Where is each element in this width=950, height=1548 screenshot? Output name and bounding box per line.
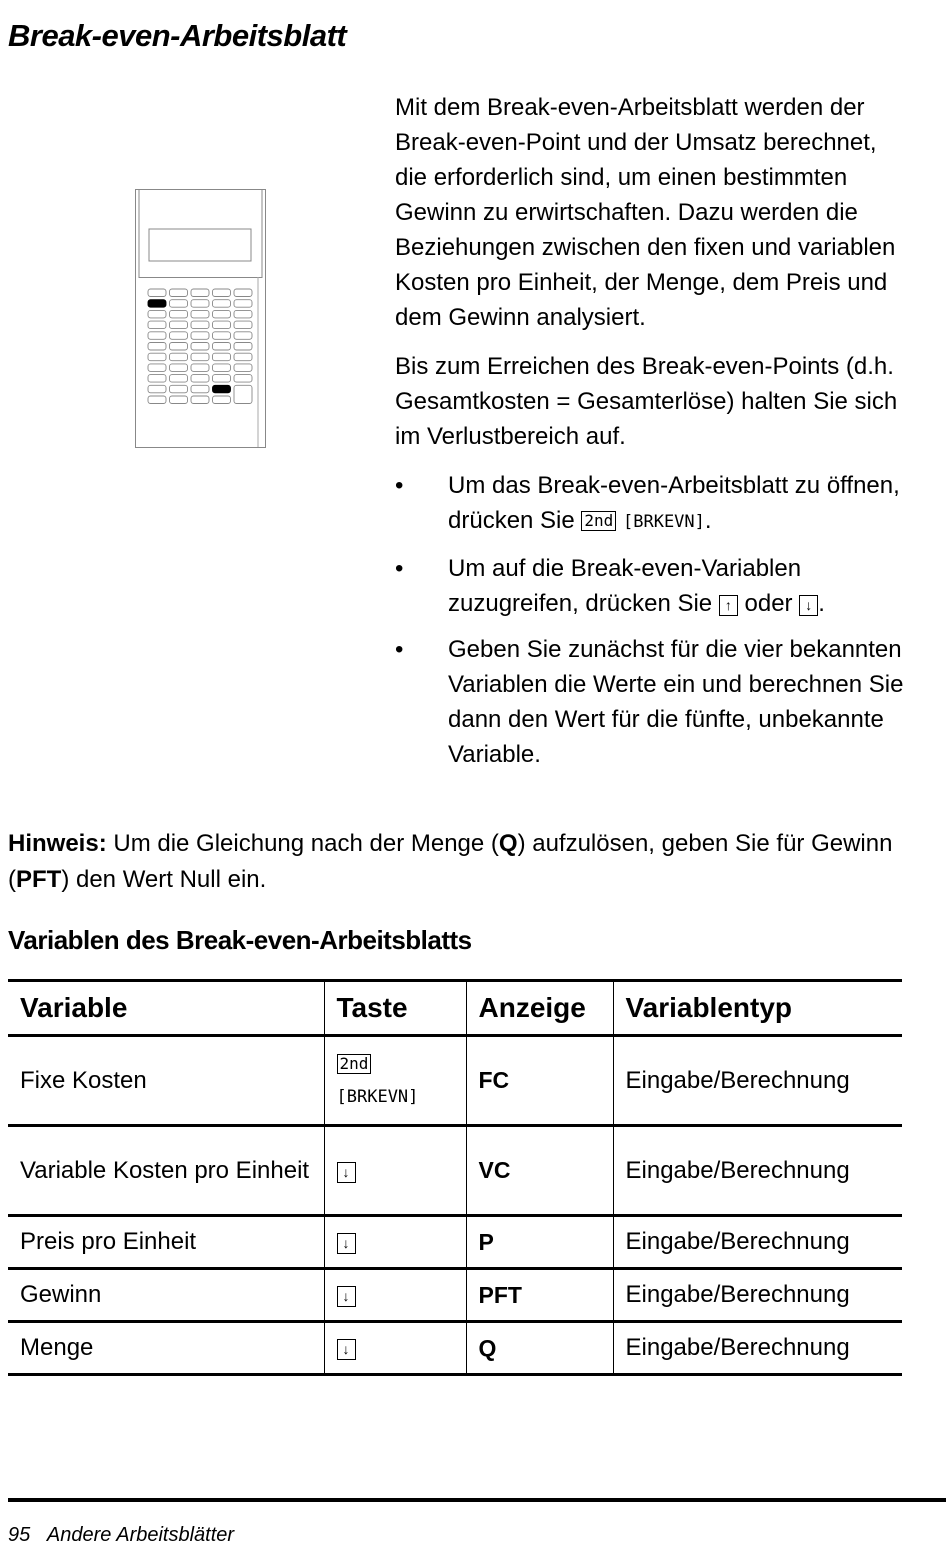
calculator-key-shape (234, 343, 252, 351)
calculator-key-shape (148, 375, 166, 383)
key-brkevn: [ BRKEVN ] (337, 1081, 419, 1113)
calculator-key-shape (170, 300, 188, 308)
calculator-key-shape (148, 364, 166, 372)
calculator-key-shape (170, 310, 188, 318)
list-item (395, 468, 915, 540)
list-item (395, 551, 915, 621)
table-header-row (8, 981, 902, 1036)
intro-paragraph-2: Bis zum Erreichen des Break-even-Points (d.h. Gesamtkosten = Gesamterlöse) halten Sie sich im Verlustbereich auf. (395, 353, 898, 450)
calculator-key-shape (170, 289, 188, 297)
key-2nd: 2nd (581, 511, 616, 531)
calculator-key-shape (213, 343, 231, 351)
bullet-symbol: • (395, 555, 404, 582)
calculator-key-shape (191, 310, 209, 318)
down-arrow-key-icon: ↓ (337, 1162, 356, 1183)
key-cell (324, 1322, 466, 1375)
intro-paragraph-1: Mit dem Break-even-Arbeitsblatt werden der Break-even-Point und der Umsatz berechnet, die erforderlich sind, um einen bestimmten Gewinn zu erwirtschaften. Dazu werden die Beziehungen zwischen den fixen und variablen Kosten pro Einheit, der Menge, dem Preis und dem Gewinn analysiert. (395, 94, 896, 331)
calculator-key-shape (191, 332, 209, 340)
table-row (8, 1036, 902, 1126)
note (8, 826, 938, 898)
variable-cell: Gewinn (8, 1269, 324, 1322)
calculator-key-shape (148, 310, 166, 318)
calculator-key-shape (213, 375, 231, 383)
calculator-key-shape (213, 310, 231, 318)
calculator-key-shape (213, 289, 231, 297)
note-text: ) den Wert Null ein. (61, 866, 267, 893)
bullet-text-mid: oder (737, 590, 800, 617)
variables-table (8, 979, 902, 1376)
page-number: 95 (8, 1524, 31, 1546)
display-cell: FC (466, 1036, 613, 1126)
page-footer (8, 1524, 234, 1547)
calculator-illustration (135, 189, 269, 449)
calculator-key-shape (213, 321, 231, 329)
type-cell: Eingabe/Berechnung (625, 1281, 850, 1308)
calculator-key-shape (148, 332, 166, 340)
down-arrow-key-icon: ↓ (799, 595, 818, 616)
display-cell: PFT (466, 1269, 613, 1322)
calculator-key-shape (213, 300, 231, 308)
display-cell: VC (466, 1126, 613, 1216)
key-cell (324, 1036, 466, 1126)
type-cell: Eingabe/Berechnung (625, 1334, 850, 1361)
calculator-key-shape (234, 289, 252, 297)
calculator-key-shape (170, 375, 188, 383)
calculator-key-shape (148, 343, 166, 351)
table-row (8, 1322, 902, 1375)
bullet-text: Um auf die Break-even-Variablen zuzugreifen, drücken Sie (448, 555, 802, 617)
table-row (8, 1269, 902, 1322)
bullet-end: . (818, 590, 825, 617)
calculator-key-shape (191, 343, 209, 351)
calculator-key-shape (148, 289, 166, 297)
up-arrow-key-icon: ↑ (719, 595, 738, 616)
note-var-q: Q (498, 830, 518, 857)
intro-text (395, 90, 915, 783)
key-cell (324, 1216, 466, 1269)
variable-cell: Preis pro Einheit (8, 1216, 324, 1269)
note-label: Hinweis: (8, 830, 107, 857)
calculator-key-shape (170, 364, 188, 372)
calculator-key-shape (213, 385, 231, 393)
type-cell: Eingabe/Berechnung (625, 1228, 850, 1255)
calculator-key-shape (234, 353, 252, 361)
instruction-list (395, 468, 915, 772)
bullet-text: Um das Break-even-Arbeitsblatt zu öffnen, drücken Sie (448, 472, 900, 534)
display-cell: Q (466, 1322, 613, 1375)
calculator-key-shape (213, 396, 231, 404)
calculator-key-shape (170, 396, 188, 404)
calculator-key-shape (148, 353, 166, 361)
type-cell: Eingabe/Berechnung (625, 1156, 850, 1184)
calculator-key-shape (191, 375, 209, 383)
down-arrow-key-icon: ↓ (337, 1233, 356, 1254)
calculator-key-shape (170, 385, 188, 393)
column-header: Variablentyp (625, 992, 793, 1023)
calculator-key-shape (148, 300, 166, 308)
calculator-key-shape (170, 332, 188, 340)
calculator-key-shape (234, 310, 252, 318)
bullet-symbol: • (395, 636, 404, 663)
calculator-key-shape (234, 364, 252, 372)
note-text: ) aufzulösen, geben Sie für Gewinn ( (8, 830, 893, 893)
display-cell: P (466, 1216, 613, 1269)
page-title: Break-even-Arbeitsblatt (8, 18, 347, 53)
calculator-key-shape (191, 289, 209, 297)
note-text: Um die Gleichung nach der Menge ( (106, 830, 499, 857)
bullet-symbol: • (395, 472, 404, 499)
key-cell (324, 1126, 466, 1216)
calculator-key-shape (213, 364, 231, 372)
table-row (8, 1216, 902, 1269)
key-brkevn: [ BRKEVN ] (623, 505, 705, 540)
calculator-key-shape (191, 385, 209, 393)
table-row (8, 1126, 902, 1216)
footer-rule (8, 1498, 946, 1502)
calculator-key-shape (170, 343, 188, 351)
calculator-key-shape (191, 364, 209, 372)
calculator-key-shape (234, 375, 252, 383)
calculator-key-shape (170, 321, 188, 329)
calculator-key-shape (234, 300, 252, 308)
list-item (395, 632, 915, 772)
calculator-key-shape (191, 300, 209, 308)
calculator-key-shape (234, 321, 252, 329)
bullet-end: . (704, 507, 712, 534)
calculator-key-shape (191, 353, 209, 361)
column-header: Taste (324, 981, 466, 1036)
column-header: Anzeige (466, 981, 613, 1036)
calculator-key-shape (234, 332, 252, 340)
section-title: Variablen des Break-even-Arbeitsblatts (8, 925, 472, 955)
bullet-text: Geben Sie zunächst für die vier bekannten Variablen die Werte ein und berechnen Sie dann den Wert für die fünfte, unbekannte Variable. (448, 636, 904, 768)
calculator-key-shape (213, 353, 231, 361)
variable-cell: Menge (8, 1322, 324, 1375)
calculator-key-shape (213, 332, 231, 340)
calculator-key-shape (191, 321, 209, 329)
calculator-enter-key-shape (234, 385, 252, 403)
chapter-name: Andere Arbeitsblätter (46, 1524, 235, 1546)
variable-cell: Variable Kosten pro Einheit (8, 1126, 324, 1216)
column-header: Variable (8, 981, 324, 1036)
down-arrow-key-icon: ↓ (337, 1339, 356, 1360)
note-var-pft: PFT (16, 866, 62, 893)
variable-cell: Fixe Kosten (8, 1036, 324, 1126)
type-cell: Eingabe/Berechnung (625, 1066, 850, 1094)
down-arrow-key-icon: ↓ (337, 1286, 356, 1307)
calculator-key-shape (148, 321, 166, 329)
key-cell (324, 1269, 466, 1322)
calculator-key-shape (148, 385, 166, 393)
calculator-key-shape (148, 396, 166, 404)
calculator-key-shape (170, 353, 188, 361)
calculator-key-shape (191, 396, 209, 404)
key-2nd: 2nd (337, 1054, 372, 1074)
